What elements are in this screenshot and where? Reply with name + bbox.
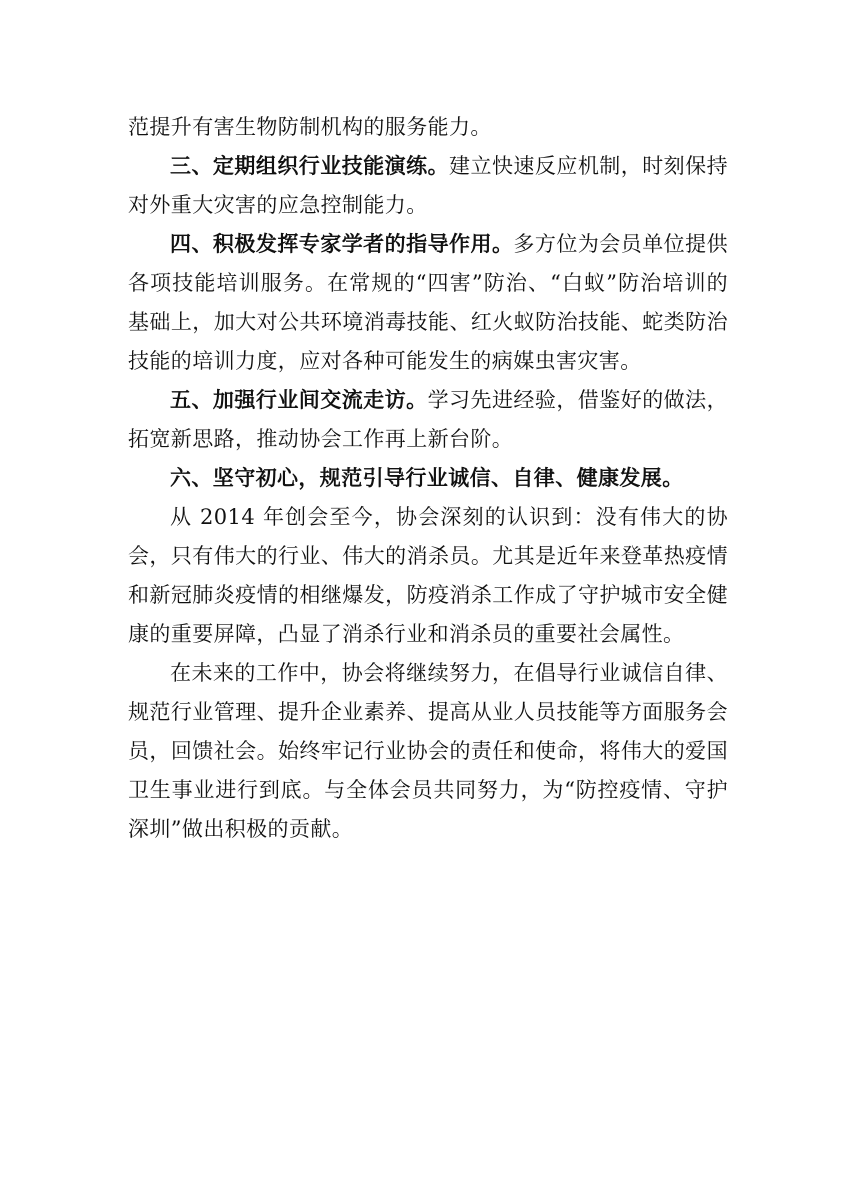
paragraph-text: 建立快速反应机制，时刻保持对外重大灾害的应急控制能力。 bbox=[128, 154, 728, 217]
document-page bbox=[128, 108, 728, 849]
paragraph-future-work bbox=[128, 654, 728, 849]
paragraph-heading: 四、积极发挥专家学者的指导作用。 bbox=[170, 232, 514, 256]
paragraph-since-2014 bbox=[128, 498, 728, 654]
paragraph-industry-exchange bbox=[128, 381, 728, 459]
paragraph-skill-drills bbox=[128, 147, 728, 225]
paragraph-text: 从 2014 年创会至今，协会深刻的认识到：没有伟大的协会，只有伟大的行业、伟大的消杀员。尤其是近年来登革热疫情和新冠肺炎疫情的相继爆发，防疫消杀工作成了守护城市安全健康的重要屏障，凸显了消杀行业和消杀员的重要社会属性。 bbox=[128, 505, 728, 646]
paragraph-heading: 三、定期组织行业技能演练。 bbox=[170, 154, 450, 178]
paragraph-text: 在未来的工作中，协会将继续努力，在倡导行业诚信自律、规范行业管理、提升企业素养、提高从业人员技能等方面服务会员，回馈社会。始终牢记行业协会的责任和使命，将伟大的爱国卫生事业进行到底。与全体会员共同努力，为“防控疫情、守护深圳”做出积极的贡献。 bbox=[128, 661, 728, 841]
paragraph-original-aspiration bbox=[128, 459, 728, 498]
paragraph-text: 范提升有害生物防制机构的服务能力。 bbox=[128, 115, 492, 139]
paragraph-heading: 六、坚守初心，规范引导行业诚信、自律、健康发展。 bbox=[170, 466, 684, 490]
paragraph-continuation bbox=[128, 108, 728, 147]
paragraph-text: 多方位为会员单位提供各项技能培训服务。在常规的“四害”防治、“白蚁”防治培训的基础上，加大对公共环境消毒技能、红火蚁防治技能、蛇类防治技能的培训力度，应对各种可能发生的病媒虫害灾害。 bbox=[128, 232, 728, 373]
paragraph-expert-guidance bbox=[128, 225, 728, 381]
paragraph-heading: 五、加强行业间交流走访。 bbox=[170, 388, 428, 412]
paragraph-text: 学习先进经验，借鉴好的做法，拓宽新思路，推动协会工作再上新台阶。 bbox=[128, 388, 728, 451]
